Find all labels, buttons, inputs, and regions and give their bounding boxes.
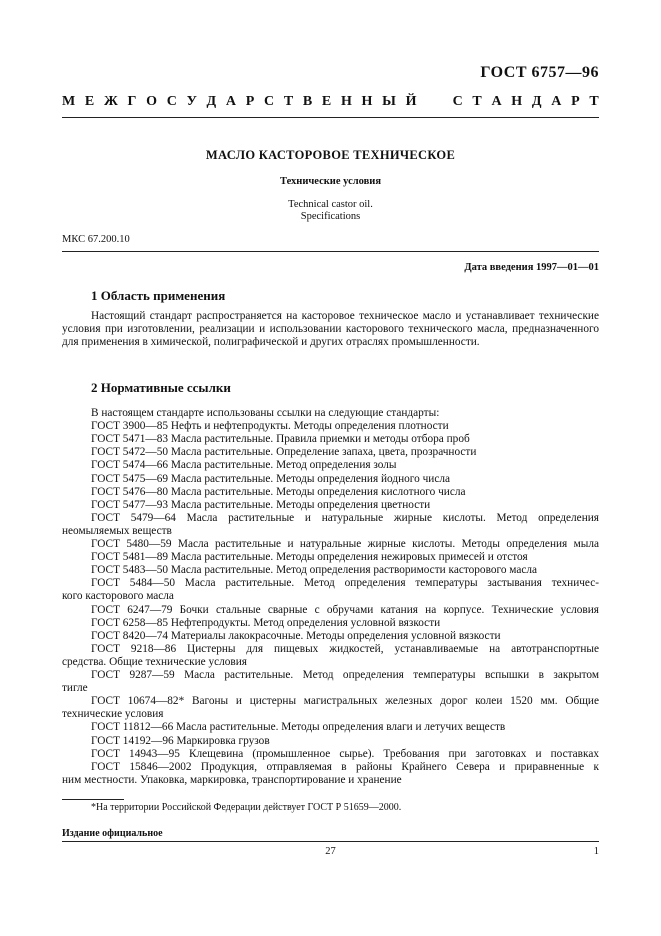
standard-type-letter: Е [84,94,95,109]
reference-line: ГОСТ 9287—59 Масла растительные. Метод определения температуры вспышки в закрытом [91,669,599,681]
standard-type-letter: В [302,94,313,109]
standard-type-letter: Г [127,94,137,109]
reference-line: ГОСТ 5471—83 Масла растительные. Правила приемки и методы отбора проб [91,433,470,446]
standard-type-letter: Д [206,94,217,109]
standard-type-letter [426,94,430,110]
section-1-text: Настоящий стандарт распространяется на касторовое техническое масло и устанавливает технические условия при изготовлении, реализации и использовании касторового технического масла, предназначенного для применения в химической, полиграфической и других отраслях промышленности. [62,310,599,349]
reference-line: технические условия [62,708,164,721]
reference-line: неомыляемых веществ [62,524,172,537]
standard-type-letter [439,94,443,110]
reference-line: ГОСТ 5474—66 Масла растительные. Метод определения золы [91,459,397,472]
standard-type-letter: А [551,94,562,109]
reference-line: ГОСТ 14192—96 Маркировка грузов [91,734,270,747]
reference-line: ГОСТ 3900—85 Нефть и нефтепродукты. Методы определения плотности [91,420,449,433]
reference-line: В настоящем стандарте использованы ссылки на следующие стандарты: [91,407,440,419]
standard-type-letter: Н [511,94,523,109]
reference-line: ГОСТ 10674—82* Вагоны и цистерны магистральных железных дорог колеи 1520 мм. Общие [91,695,599,708]
document-title: МАСЛО КАСТОРОВОЕ ТЕХНИЧЕСКОЕ [205,148,456,162]
reference-line: ГОСТ 11812—66 Масла растительные. Методы определения влаги и летучих веществ [91,721,506,734]
standard-type-letter: О [146,94,158,109]
standard-type-letter: Т [472,94,482,109]
date-introduced: Дата введения 1997—01—01 [464,262,599,273]
footnote: *На территории Российской Федерации действует ГОСТ Р 51659—2000. [91,802,402,813]
standard-type-heading [62,94,599,110]
header-rule [62,117,599,118]
standard-type-letter: Ы [382,94,396,109]
standard-type-letter: С [263,94,275,109]
reference-line: ним местности. Упаковка, маркировка, транспортирование и хранение [62,773,402,786]
english-subtitle: Specifications [300,211,361,222]
standard-type-letter: Ж [103,94,118,109]
reference-line: ГОСТ 9218—86 Цистерны для пищевых жидкостей, устанавливаемые на автотранспортные [91,642,599,655]
reference-line: ГОСТ 5481—89 Масла растительные. Методы определения нежировых примесей и отстоя [91,551,528,564]
section-1-heading: 1 Область применения [91,288,226,303]
standard-type-letter: М [62,94,76,109]
reference-line: ГОСТ 5472—50 Масла растительные. Определение запаха, цвета, прозрачности [91,446,477,459]
reference-line: ГОСТ 14943—95 Клещевина (промышленное сырье). Требования при заготовках и поставках [91,747,599,760]
reference-line: ГОСТ 5475—69 Масла растительные. Методы определения йодного числа [91,472,451,485]
reference-line: ГОСТ 5483—50 Масла растительные. Метод определения растворимости касторового масла [91,564,538,577]
standard-type-letter: Р [245,94,255,109]
standard-type-letter: С [452,94,463,109]
standard-type-letter: Д [531,94,542,109]
reference-line: ГОСТ 15846—2002 Продукция, отправляемая в районы Крайнего Севера и приравненные к [91,760,599,773]
reference-line: тигле [62,682,88,695]
standard-type-letter: Н [361,94,373,109]
standard-type-letter: А [225,94,237,109]
standard-type-letter: Т [589,94,599,109]
footnote-rule [62,799,124,800]
standard-type-letter: С [166,94,177,109]
reference-line: ГОСТ 5479—64 Масла растительные и натуральные жирные кислоты. Метод определения [91,511,599,524]
reference-line: ГОСТ 6258—85 Нефтепродукты. Метод определения условной вязкости [91,616,441,629]
standard-type-letter: Н [340,94,352,109]
standard-type-letter: Т [283,94,294,109]
standard-type-letter: Е [321,94,332,109]
section-2-heading: 2 Нормативные ссылки [91,380,231,395]
standard-type-letter: Р [571,94,580,109]
reference-line: кого касторового масла [62,590,174,603]
english-title: Technical castor oil. [288,199,373,210]
reference-line: ГОСТ 5484—50 Масла растительные. Метод определения температуры застывания техничес- [91,577,599,590]
mks-rule [62,251,599,252]
reference-line: ГОСТ 8420—74 Материалы лакокрасочные. Методы определения условной вязкости [91,629,501,642]
reference-line: ГОСТ 5480—59 Масла растительные и натуральные жирные кислоты. Методы определения мыла [91,538,599,550]
standard-type-letter: У [186,94,197,109]
reference-line: ГОСТ 5476—80 Масла растительные. Методы определения кислотного числа [91,485,466,498]
sheet-number: 1 [593,846,599,857]
standard-type-letter: А [491,94,502,109]
gost-number: ГОСТ 6757—96 [480,64,599,81]
edition-label: Издание официальное [62,828,163,839]
reference-line: средства. Общие технические условия [62,655,247,668]
footer-rule [62,841,599,842]
page-number: 27 [325,846,336,857]
reference-line: ГОСТ 5477—93 Масла растительные. Методы определения цветности [91,498,431,511]
document-subtitle: Технические условия [279,176,382,187]
standard-type-letter: Й [405,94,417,109]
reference-line: ГОСТ 6247—79 Бочки стальные сварные с обручами катания на корпусе. Технические условия [91,603,599,616]
mks-code: МКС 67.200.10 [62,234,130,245]
